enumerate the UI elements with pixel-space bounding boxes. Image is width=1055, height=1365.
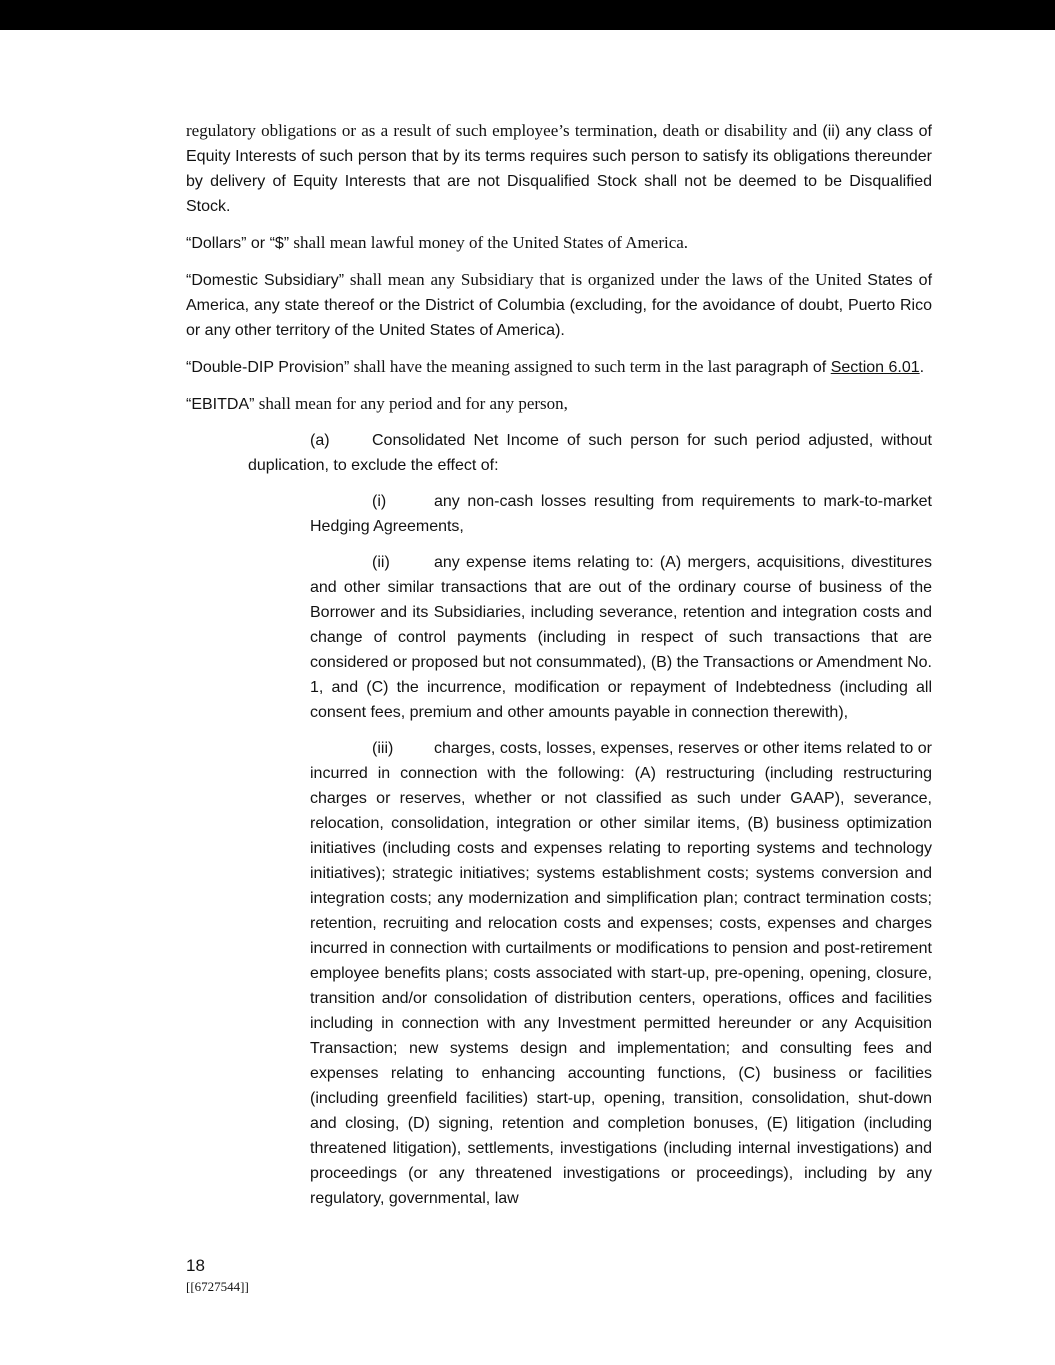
- section-6-01-reference[interactable]: Section 6.01: [830, 359, 920, 376]
- clause-label: (a): [310, 432, 330, 449]
- text-run: .: [919, 359, 925, 376]
- page-footer: [186, 1256, 249, 1295]
- clause-a: [248, 428, 932, 478]
- text-run: any expense items relating to: (A) mergers, acquisitions, divestitures and other similar transactions that are out of the ordinary course of business of the Borrower and its Subsidiaries, including severance, retention and integration costs and change of control payments (including in respect of such transactions that are considered or proposed but not consummated), (B) the Transactions or Amendment No. 1, and (C) the incurrence, modification or repayment of Indebtedness (including all consent fees, premium and other amounts payable in connection therewith),: [310, 554, 932, 721]
- paragraph: [186, 267, 932, 343]
- text-run: charges, costs, losses, expenses, reserves or other items related to or incurred in connection with the following: (A) restructuring (including restructuring charges or reserves, whether or not classified as such under GAAP), severance, relocation, consolidation, integration or other similar items, (B) business optimization initiatives (including costs and expenses relating to reporting systems and technology initiatives); strategic initiatives; systems establishment costs; systems conversion and integration costs; any modernization and simplification plan; contract termination costs; retention, recruiting and relocation costs and expenses; costs, expenses and charges incurred in connection with curtailments or modifications to pension and post-retirement employee benefits plans; costs associated with start-up, pre-opening, opening, closure, transition and/or consolidation of distribution centers, operations, offices and facilities including in connection with any Investment permitted hereunder or any Acquisition Transaction; new systems design and implementation; and consulting fees and expenses relating to enhancing accounting functions, (C) business or facilities (including greenfield facilities) start-up, opening, transition, consolidation, shut-down and closing, (D) signing, retention and completion bonuses, (E) litigation (including threatened litigation), settlements, investigations (including internal investigations) and proceedings (or any threatened investigations or proceedings), including by any regulatory, governmental, law: [310, 740, 932, 1207]
- defined-term-double-dip-provision: “Double-DIP Provision”: [186, 359, 350, 376]
- text-run: shall mean for any period and for any person,: [254, 394, 568, 413]
- text-run: regulatory obligations or as a result of such employee’s termination, death or disability and: [186, 121, 823, 140]
- page-number: 18: [186, 1256, 205, 1275]
- defined-term-ebitda: “EBITDA”: [186, 396, 255, 413]
- text-run: shall mean any Subsidiary that is organized under the laws of the United: [344, 270, 868, 289]
- text-run: (ii) any class of Equity Interests of such person that by its terms requires such person to satisfy its obligations thereunder by delivery of Equity Interests that are not Disqualified Stock shall not be deemed to be Disqualified Stock.: [186, 123, 932, 215]
- text-run: shall have the meaning assigned to such term in the last: [349, 357, 736, 376]
- clause-label: (i): [372, 493, 387, 510]
- text-run: Consolidated Net Income of such person for such period adjusted, without duplication, to exclude the effect of:: [248, 432, 932, 474]
- defined-term-domestic-subsidiary: “Domestic Subsidiary”: [186, 272, 345, 289]
- clause-ii: [310, 550, 932, 725]
- clause-label: (ii): [372, 554, 390, 571]
- paragraph: [186, 354, 932, 380]
- clause-i: [310, 489, 932, 539]
- clause-iii: [310, 736, 932, 1211]
- paragraph: [186, 230, 932, 256]
- text-run: States of America, any state thereof or the District of Columbia (excluding, for the avoidance of doubt, Puerto Rico or any other territory of the United States of America).: [186, 272, 933, 339]
- text-run: shall mean lawful money of the United States of America.: [289, 233, 689, 252]
- paragraph: [186, 391, 932, 417]
- paragraph: [186, 118, 932, 219]
- text-run: any non-cash losses resulting from requirements to mark-to-market Hedging Agreements,: [310, 493, 932, 535]
- text-run: paragraph of: [735, 359, 831, 376]
- document-id: [[6727544]]: [186, 1279, 249, 1294]
- top-bar: [0, 0, 1055, 30]
- defined-term-dollars: “Dollars” or “$”: [186, 235, 290, 252]
- clause-label: (iii): [372, 740, 394, 757]
- document-content: [186, 118, 932, 1222]
